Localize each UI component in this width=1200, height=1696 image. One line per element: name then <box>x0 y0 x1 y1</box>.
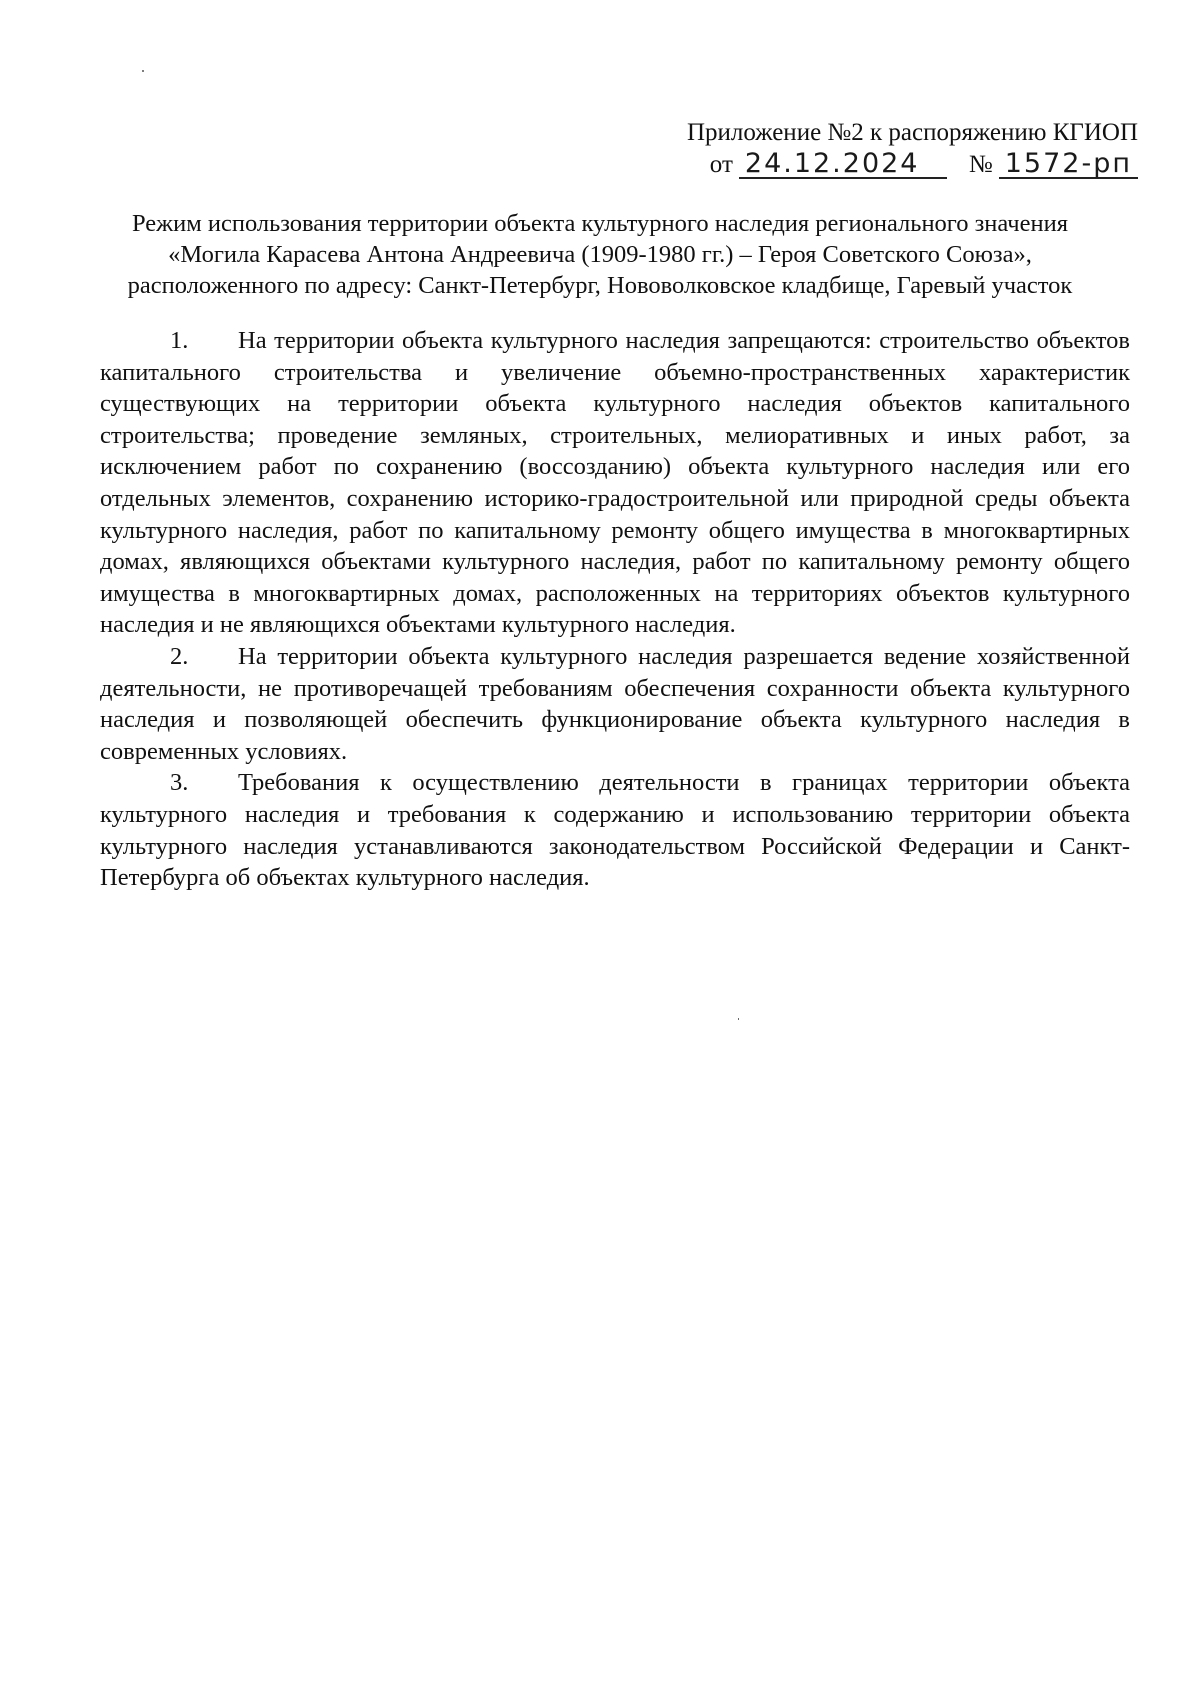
from-label: от <box>709 151 733 178</box>
scan-speck <box>738 1018 739 1020</box>
paragraph <box>100 767 1130 893</box>
scan-speck <box>142 70 144 72</box>
paragraph-text: На территории объекта культурного наследия запрещаются: строительство объектов капитального строительства и увеличение объемно-пространственных характеристик существующих на территории объекта культурного наследия объектов капитального строительства; проведение земляных, строительных, мелиоративных и иных работ, за исключением работ по сохранению (воссозданию) объекта культурного наследия или его отдельных элементов, сохранению историко-градостроительной или природной среды объекта культурного наследия, работ по капитальному ремонту общего имущества в многоквартирных домах, являющихся объектами культурного наследия, работ по капитальному ремонту общего имущества в многоквартирных домах, расположенных на территориях объектов культурного наследия и не являющихся объектами культурного наследия. <box>100 327 1130 639</box>
paragraph-number: 1. <box>170 327 189 354</box>
paragraph-text: На территории объекта культурного наследия разрешается ведение хозяйственной деятельности, не противоречащей требованиям обеспечения сохранности объекта культурного наследия и позволяющей обеспечить функционирование объекта культурного наследия в современных условиях. <box>100 642 1130 765</box>
annex-date-number-line <box>618 150 1138 180</box>
title-line: Режим использования территории объекта культурного наследия регионального значения <box>132 210 1068 237</box>
paragraph <box>100 641 1130 767</box>
number-label: № <box>968 151 993 178</box>
document-body <box>100 325 1130 894</box>
handwritten-number: 1572-рп <box>999 151 1138 179</box>
annex-line: Приложение №2 к распоряжению КГИОП <box>686 119 1138 146</box>
paragraph-text: Требования к осуществлению деятельности в границах территории объекта культурного наследия и требования к содержанию и использованию территории объекта культурного наследия устанавливаются законодательством Российской Федерации и Санкт-Петербурга об объектах культурного наследия. <box>100 769 1130 892</box>
paragraph <box>100 325 1130 641</box>
title-line: расположенного по адресу: Санкт-Петербург, Нововолковское кладбище, Гаревый участок <box>127 272 1073 299</box>
paragraph-number: 2. <box>170 642 189 670</box>
annex-header <box>618 118 1138 180</box>
handwritten-date: 24.12.2024 <box>739 151 947 179</box>
paragraph-number: 3. <box>170 769 189 797</box>
title-line: «Могила Карасева Антона Андреевича (1909-1980 гг.) – Героя Советского Союза», <box>168 241 1032 268</box>
document-title <box>90 208 1110 301</box>
